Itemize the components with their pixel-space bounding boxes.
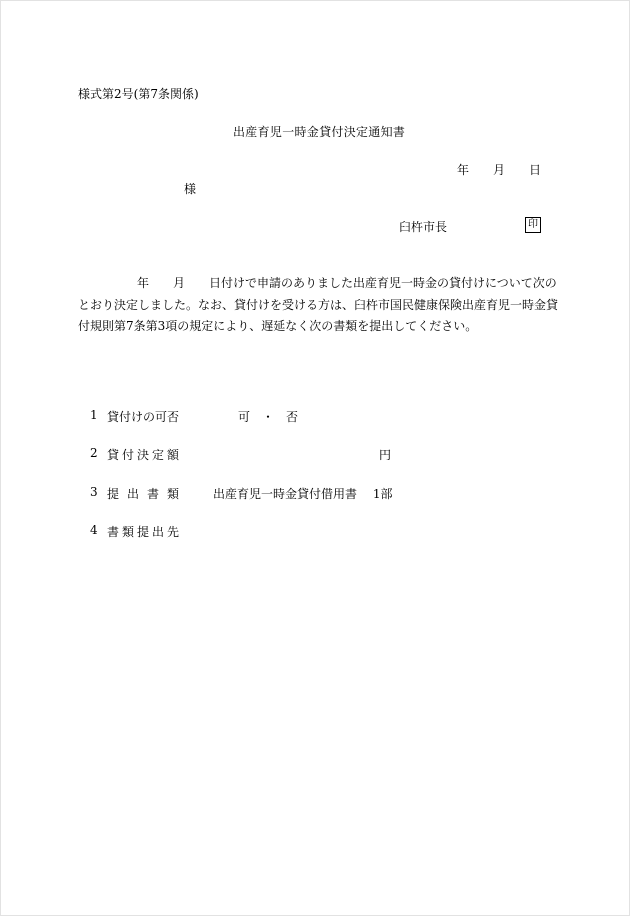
body-year-label: 年 xyxy=(137,276,150,290)
item-number: 2 xyxy=(90,446,98,460)
item-label: 貸付決定額 xyxy=(107,448,183,462)
body-line-2: とおり決定しました。なお、貸付けを受ける方は、臼杵市国民健康保険出産育児一時金貸 xyxy=(78,298,559,312)
body-line-1-text: 日付けで申請のありました出産育児一時金の貸付けについて次の xyxy=(209,276,557,290)
item-number: 1 xyxy=(90,408,98,422)
form-number: 様式第2号(第7条関係) xyxy=(78,87,199,101)
item-number: 3 xyxy=(90,485,98,499)
item-value: 円 xyxy=(379,448,392,462)
document-title: 出産育児一時金貸付決定通知書 xyxy=(233,125,406,139)
seal-stamp: 印 xyxy=(525,217,541,233)
date-month-label: 月 xyxy=(493,163,506,177)
item-value: 出産育児一時金貸付借用書 1部 xyxy=(213,487,393,501)
date-year-label: 年 xyxy=(457,163,470,177)
body-line-3: 付規則第7条第3項の規定により、遅延なく次の書類を提出してください。 xyxy=(78,319,478,333)
issuer-name: 臼杵市長 xyxy=(399,220,448,234)
date-day-label: 日 xyxy=(529,163,542,177)
addressee-honorific: 様 xyxy=(184,182,197,196)
item-label: 貸付けの可否 xyxy=(107,410,180,424)
item-value: 可 ・ 否 xyxy=(238,410,299,424)
item-label: 書類提出先 xyxy=(107,525,183,539)
item-number: 4 xyxy=(90,523,98,537)
item-label: 提出書類 xyxy=(107,487,188,501)
body-month-label: 月 xyxy=(173,276,186,290)
